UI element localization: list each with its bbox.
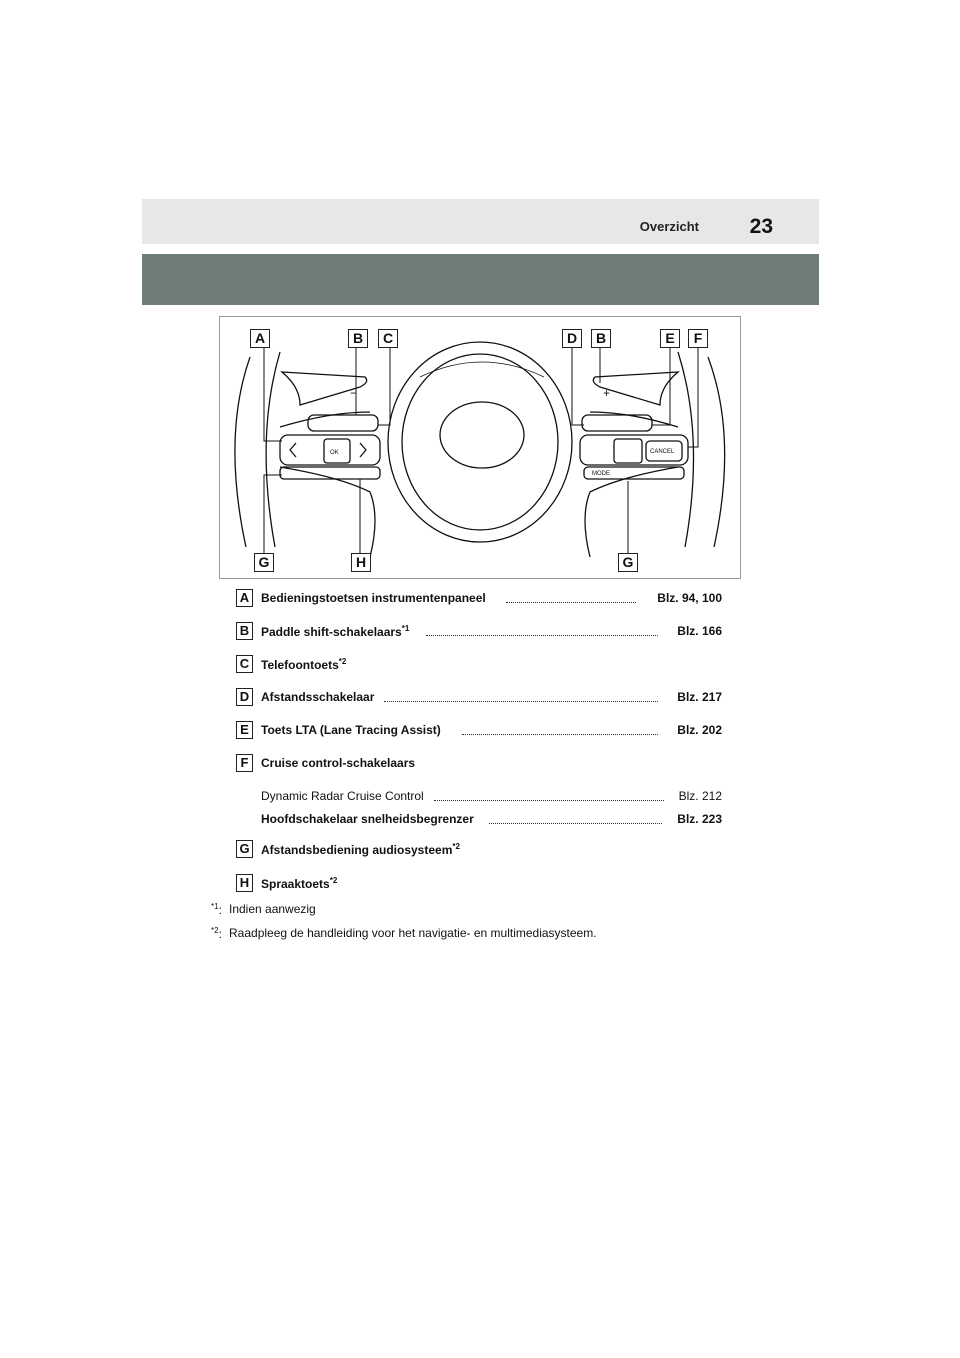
page-reference[interactable]: Blz. 202 bbox=[674, 723, 722, 737]
footnote-mark: *1 bbox=[211, 902, 219, 911]
dot-leader bbox=[434, 800, 664, 801]
cancel-button-label: CANCEL bbox=[650, 449, 675, 455]
hub-outer bbox=[388, 342, 572, 542]
dot-leader bbox=[506, 602, 636, 603]
legend-item-f bbox=[236, 754, 722, 772]
legend-key: D bbox=[236, 688, 253, 706]
legend-label: Paddle shift-schakelaars$^{*1}$ bbox=[261, 624, 410, 639]
section-title: Overzicht bbox=[639, 219, 699, 234]
footnote-ref: *2 bbox=[338, 657, 347, 666]
page-reference[interactable]: Blz. 212 bbox=[676, 789, 722, 803]
legend-key: G bbox=[236, 840, 253, 858]
legend-label: Afstandsschakelaar bbox=[261, 690, 375, 704]
page-number: 23 bbox=[749, 215, 773, 238]
ok-button-label: OK bbox=[330, 450, 339, 456]
legend-key: F bbox=[236, 754, 253, 772]
steering-wheel-illustration bbox=[219, 316, 741, 579]
legend-key: B bbox=[236, 622, 253, 640]
callout-h: H bbox=[351, 553, 371, 572]
legend-label: Afstandsbediening audiosysteem$^{*2}$ bbox=[261, 842, 460, 857]
page-header bbox=[142, 199, 819, 244]
legend-label: Spraaktoets$^{*2}$ bbox=[261, 876, 338, 891]
rim-left-inner bbox=[266, 352, 280, 547]
page-reference[interactable]: Blz. 217 bbox=[674, 690, 722, 704]
legend-item-a bbox=[236, 589, 722, 607]
page-reference[interactable]: Blz. 94, 100 bbox=[654, 591, 722, 605]
legend-sublabel: Dynamic Radar Cruise Control bbox=[261, 789, 424, 803]
dot-leader bbox=[489, 823, 662, 824]
footnote-2 bbox=[211, 926, 597, 941]
rim-right bbox=[708, 357, 725, 547]
legend-key: H bbox=[236, 874, 253, 892]
mode-button-label: MODE bbox=[592, 471, 610, 477]
legend-item-b bbox=[236, 622, 722, 640]
callout-f: F bbox=[688, 329, 708, 348]
callout-g-right: G bbox=[618, 553, 638, 572]
legend-key: C bbox=[236, 655, 253, 673]
footnote-colon: : bbox=[218, 903, 222, 917]
callout-b-left: B bbox=[348, 329, 368, 348]
legend-label: Telefoontoets$^{*2}$ bbox=[261, 657, 347, 672]
legend-label: Cruise control-schakelaars bbox=[261, 756, 416, 770]
legend-sublabel: Hoofdschakelaar snelheidsbegrenzer bbox=[261, 812, 474, 826]
dot-leader bbox=[426, 635, 658, 636]
footnote-ref: *2 bbox=[452, 842, 460, 851]
callout-c: C bbox=[378, 329, 398, 348]
steering-wheel-drawing bbox=[220, 317, 740, 578]
footnote-mark: *2 bbox=[211, 926, 219, 935]
title-band bbox=[142, 254, 819, 305]
legend-item-g bbox=[236, 840, 722, 858]
legend-key: A bbox=[236, 589, 253, 607]
legend-label: Toets LTA (Lane Tracing Assist) bbox=[261, 723, 441, 737]
dot-leader bbox=[462, 734, 658, 735]
page-reference[interactable]: Blz. 223 bbox=[674, 812, 722, 826]
emblem bbox=[440, 402, 524, 468]
callout-b-right: B bbox=[591, 329, 611, 348]
footnote-1 bbox=[211, 902, 316, 917]
footnote-colon: : bbox=[218, 927, 222, 941]
legend-label: Bedieningstoetsen instrumentenpaneel bbox=[261, 591, 486, 605]
footnote-ref: *2 bbox=[329, 876, 338, 885]
rim-right-inner bbox=[678, 352, 694, 547]
legend-subitem-drcc bbox=[261, 789, 722, 805]
hub-inner bbox=[402, 354, 558, 530]
legend-item-h bbox=[236, 874, 722, 892]
footnote-text: Raadpleeg de handleiding voor het navigatie- en multimediasysteem. bbox=[229, 926, 597, 940]
page-reference[interactable]: Blz. 166 bbox=[674, 624, 722, 638]
legend-item-e bbox=[236, 721, 722, 739]
callout-a: A bbox=[250, 329, 270, 348]
rim-left bbox=[235, 357, 250, 547]
dot-leader bbox=[384, 701, 658, 702]
legend-item-d bbox=[236, 688, 722, 706]
legend-item-c bbox=[236, 655, 722, 673]
callout-d: D bbox=[562, 329, 582, 348]
callout-g-left: G bbox=[254, 553, 274, 572]
footnote-text: Indien aanwezig bbox=[229, 902, 316, 916]
footnote-ref: *1 bbox=[401, 624, 410, 633]
legend-subitem-speed-limiter bbox=[261, 812, 722, 828]
plus-paddle-label: + bbox=[603, 386, 611, 400]
legend-key: E bbox=[236, 721, 253, 739]
minus-paddle-label: − bbox=[350, 386, 358, 400]
callout-e: E bbox=[660, 329, 680, 348]
